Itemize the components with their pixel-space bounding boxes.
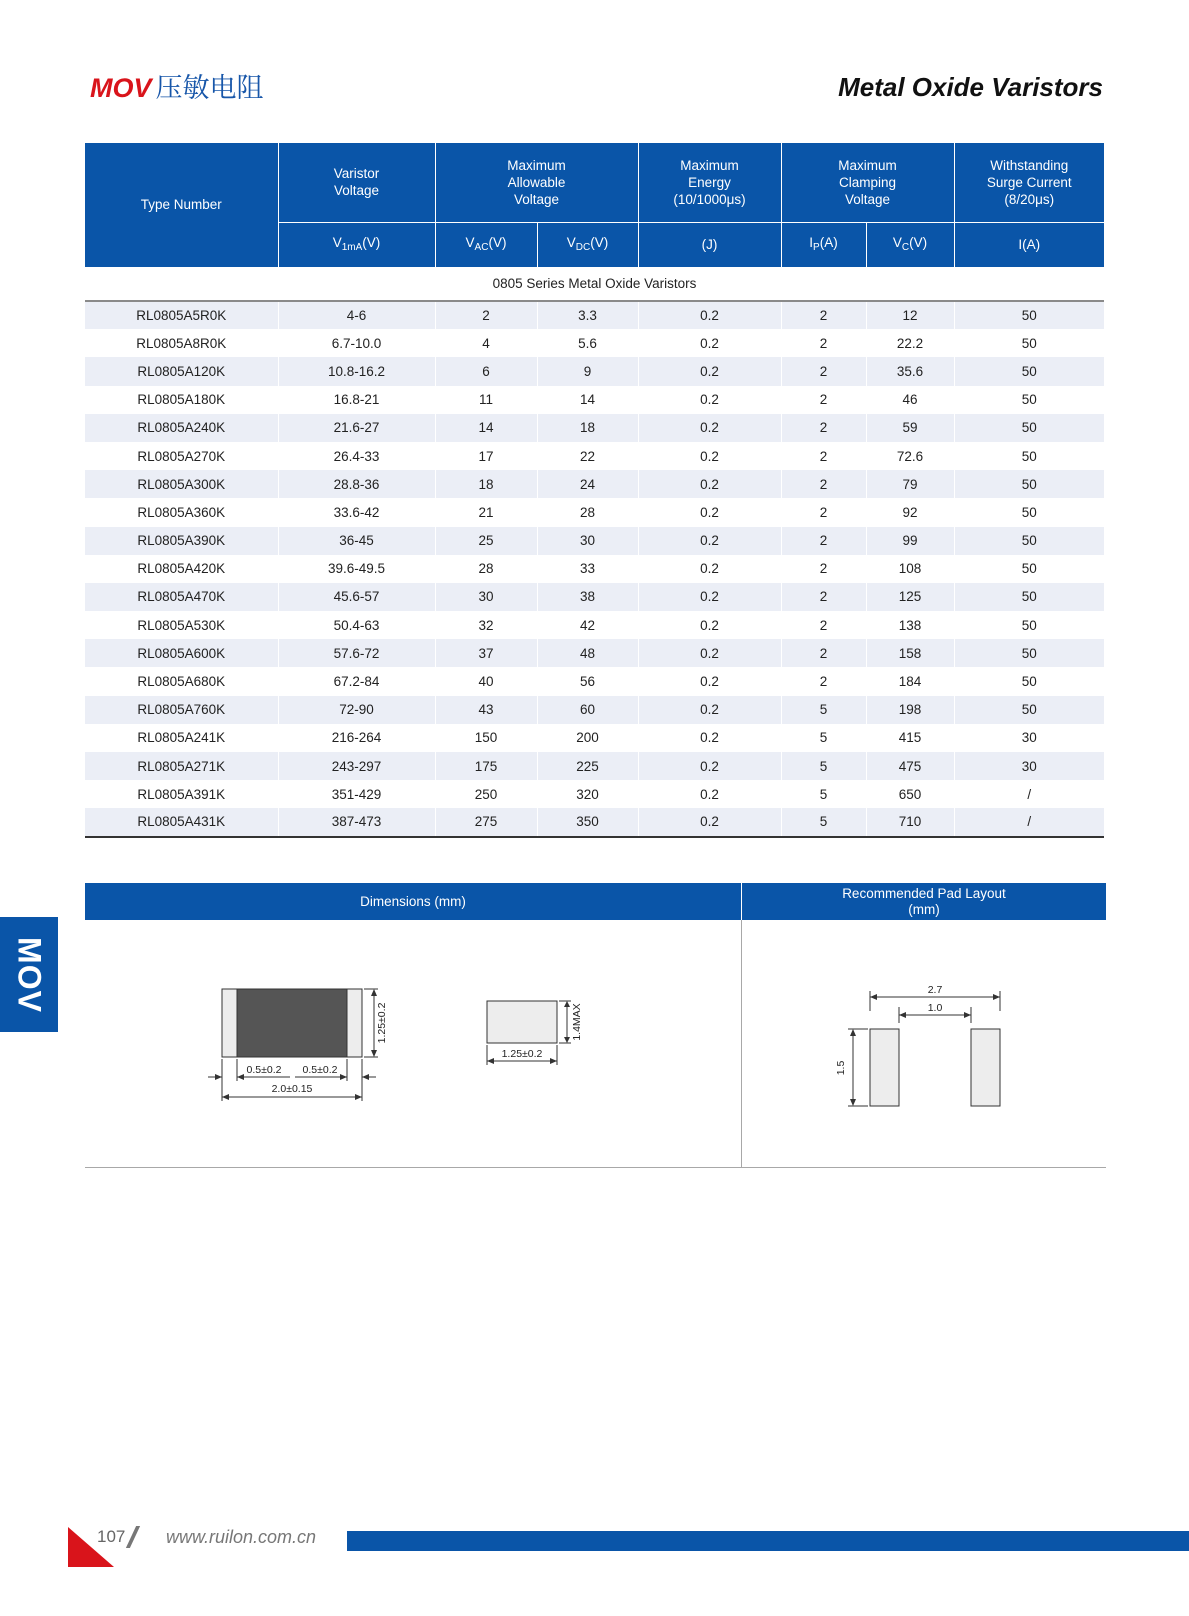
- table-cell: 50: [954, 639, 1104, 667]
- table-cell: 0.2: [638, 329, 781, 357]
- table-cell: 0.2: [638, 583, 781, 611]
- col-max-allowable-voltage-text: Maximum Allowable Voltage: [507, 157, 566, 207]
- table-cell: 60: [537, 696, 638, 724]
- table-cell: 18: [537, 414, 638, 442]
- table-cell: 25: [435, 527, 537, 555]
- table-cell: 2: [435, 301, 537, 329]
- table-row: [85, 808, 1104, 836]
- table-cell: 2: [781, 527, 866, 555]
- table-cell: 45.6-57: [278, 583, 435, 611]
- table-cell: RL0805A360K: [137, 504, 226, 520]
- col-withstanding-surge-text: Withstanding Surge Current (8/20μs): [986, 157, 1072, 207]
- col-withstanding-surge: [954, 143, 1104, 222]
- table-cell: /: [954, 780, 1104, 808]
- table-cell: 710: [866, 808, 954, 836]
- table-cell: 36-45: [278, 527, 435, 555]
- table-cell: 50: [954, 442, 1104, 470]
- table-cell: 250: [435, 780, 537, 808]
- table-cell: 50: [954, 329, 1104, 357]
- table-cell: 243-297: [278, 752, 435, 780]
- table-row: [85, 696, 1104, 724]
- table-row: [85, 611, 1104, 639]
- table-cell: 0.2: [638, 611, 781, 639]
- unit-v1ma: $V_{1mA}(V)$: [278, 222, 435, 267]
- table-cell: 2: [781, 357, 866, 385]
- table-cell: 2: [781, 470, 866, 498]
- pad-layout-title-line2: (mm): [908, 901, 940, 917]
- table-cell: 0.2: [638, 414, 781, 442]
- table-row: [85, 357, 1104, 385]
- table-cell: 2: [781, 583, 866, 611]
- table-cell: 50: [954, 414, 1104, 442]
- table-cell: RL0805A120K: [85, 357, 278, 385]
- table-cell: 11: [435, 386, 537, 414]
- table-cell: 50: [954, 498, 1104, 526]
- table-cell: 2: [781, 442, 866, 470]
- table-cell: 50: [954, 611, 1104, 639]
- table-cell: 43: [435, 696, 537, 724]
- table-cell: 0.2: [638, 724, 781, 752]
- table-cell: 184: [866, 667, 954, 695]
- table-cell: 42: [537, 611, 638, 639]
- table-cell: 50: [954, 301, 1104, 329]
- table-cell: 35.6: [866, 357, 954, 385]
- table-cell: RL0805A270K: [137, 448, 226, 464]
- table-cell: 415: [866, 724, 954, 752]
- table-cell: 6.7-10.0: [278, 329, 435, 357]
- table-cell: 5: [781, 808, 866, 836]
- table-cell: RL0805A760K: [85, 696, 278, 724]
- footer-bar: [347, 1531, 1189, 1551]
- table-cell: 21.6-27: [278, 414, 435, 442]
- dim-side-height-label: 1.4MAX: [571, 1003, 583, 1041]
- table-cell: 56: [537, 667, 638, 695]
- table-row: [85, 414, 1104, 442]
- table-cell: 0.2: [638, 301, 781, 329]
- table-cell: 17: [435, 442, 537, 470]
- footer-url[interactable]: www.ruilon.com.cn: [166, 1527, 317, 1547]
- table-cell: 26.4-33: [278, 442, 435, 470]
- col-type-number: Type Number: [85, 143, 278, 267]
- table-cell: RL0805A470K: [85, 583, 278, 611]
- table-cell: RL0805A300K: [85, 470, 278, 498]
- table-cell: 275: [435, 808, 537, 836]
- table-cell: 30: [435, 583, 537, 611]
- table-cell: 0.2: [638, 808, 781, 836]
- table-cell: 3.3: [537, 301, 638, 329]
- pad-layout-title-line1: Recommended Pad Layout: [842, 885, 1006, 901]
- side-tab: [0, 917, 58, 1032]
- table-cell: 0.2: [638, 527, 781, 555]
- table-cell: 5: [781, 780, 866, 808]
- table-cell: RL0805A600K: [85, 639, 278, 667]
- table-cell: 30: [537, 527, 638, 555]
- pad-gap-label: 1.0: [927, 1002, 943, 1014]
- table-cell: 22.2: [866, 329, 954, 357]
- table-cell: 50: [954, 470, 1104, 498]
- col-max-energy: [638, 143, 781, 222]
- table-cell: 475: [866, 752, 954, 780]
- pad-layout-drawing: [830, 983, 1010, 1113]
- table-cell: 2: [781, 301, 866, 329]
- table-row: [85, 780, 1104, 808]
- table-cell: 158: [866, 639, 954, 667]
- table-cell: 5: [781, 696, 866, 724]
- table-cell: 21: [435, 498, 537, 526]
- table-cell: RL0805A431K: [85, 808, 278, 836]
- dim-length-label: 2.0±0.15: [271, 1083, 313, 1095]
- col-varistor-voltage: [278, 143, 435, 222]
- table-cell: 10.8-16.2: [278, 357, 435, 385]
- table-cell: 72.6: [866, 442, 954, 470]
- pad-left: [870, 1029, 899, 1106]
- table-cell: 5: [781, 724, 866, 752]
- table-cell: 30: [954, 724, 1104, 752]
- col-max-energy-text: Maximum Energy (10/1000μs): [673, 157, 746, 207]
- table-cell: 28: [537, 498, 638, 526]
- table-cell: 40: [435, 667, 537, 695]
- table-row: [85, 301, 1104, 329]
- table-cell: 6: [435, 357, 537, 385]
- table-cell: 125: [866, 583, 954, 611]
- table-cell: RL0805A8R0K: [136, 335, 227, 351]
- table-cell: 387-473: [278, 808, 435, 836]
- chip-side: [487, 1001, 557, 1043]
- dimensions-title: Dimensions (mm): [85, 883, 741, 920]
- table-cell: 38: [537, 583, 638, 611]
- col-max-clamping-voltage-text: Maximum Clamping Voltage: [838, 157, 897, 207]
- pad-right: [971, 1029, 1000, 1106]
- col-varistor-voltage-text: Varistor Voltage: [333, 166, 380, 199]
- table-cell: 0.2: [638, 667, 781, 695]
- table-cell: 4: [435, 329, 537, 357]
- table-row: [85, 667, 1104, 695]
- table-cell: RL0805A391K: [137, 786, 226, 802]
- table-cell: 138: [866, 611, 954, 639]
- table-cell: 0.2: [638, 639, 781, 667]
- table-cell: 2: [781, 667, 866, 695]
- table-cell: 79: [866, 470, 954, 498]
- table-cell: 57.6-72: [278, 639, 435, 667]
- unit-surge: I(A): [954, 222, 1104, 267]
- spec-table: [85, 143, 1104, 838]
- pad-layout-title: [742, 883, 1106, 920]
- table-row: [85, 555, 1104, 583]
- side-tab-label: MOV: [11, 936, 48, 1013]
- table-cell: RL0805A241K: [137, 730, 226, 746]
- table-cell: 33.6-42: [278, 498, 435, 526]
- table-cell: 2: [781, 414, 866, 442]
- table-cell: 150: [435, 724, 537, 752]
- table-cell: 0.2: [638, 357, 781, 385]
- table-cell: 2: [781, 639, 866, 667]
- side-view-drawing: [485, 993, 605, 1083]
- table-cell: 5.6: [537, 329, 638, 357]
- table-cell: 2: [781, 386, 866, 414]
- table-cell: RL0805A390K: [85, 527, 278, 555]
- table-cell: 99: [866, 527, 954, 555]
- table-cell: 22: [537, 442, 638, 470]
- table-cell: 650: [866, 780, 954, 808]
- table-cell: 2: [781, 611, 866, 639]
- table-cell: RL0805A271K: [85, 752, 278, 780]
- table-row: [85, 583, 1104, 611]
- table-cell: 5: [781, 752, 866, 780]
- table-cell: 216-264: [278, 724, 435, 752]
- table-row: [85, 724, 1104, 752]
- unit-vac: $V_{AC}(V)$: [435, 222, 537, 267]
- table-cell: 0.2: [638, 470, 781, 498]
- table-cell: 351-429: [278, 780, 435, 808]
- section-divider: [741, 920, 742, 1168]
- pad-height-label: 1.5: [835, 1060, 847, 1076]
- table-cell: 50: [954, 527, 1104, 555]
- table-cell: 0.2: [638, 498, 781, 526]
- table-cell: 2: [781, 498, 866, 526]
- table-cell: 0.2: [638, 442, 781, 470]
- table-cell: 18: [435, 470, 537, 498]
- table-cell: RL0805A420K: [137, 561, 226, 577]
- table-cell: 2: [781, 555, 866, 583]
- table-cell: 12: [866, 301, 954, 329]
- unit-vdc: $V_{DC}(V)$: [537, 222, 638, 267]
- dim-side-width-label: 1.25±0.2: [501, 1048, 543, 1060]
- table-row: [85, 639, 1104, 667]
- table-cell: 24: [537, 470, 638, 498]
- dimensions-section: [85, 883, 1106, 1168]
- table-row: [85, 527, 1104, 555]
- header-brand: [90, 66, 264, 105]
- table-cell: 0.2: [638, 780, 781, 808]
- table-row: [85, 329, 1104, 357]
- dim-term-right-label: 0.5±0.2: [302, 1064, 338, 1076]
- table-row: [85, 386, 1104, 414]
- table-cell: 9: [537, 357, 638, 385]
- table-cell: 50: [954, 583, 1104, 611]
- table-cell: RL0805A240K: [85, 414, 278, 442]
- brand-mov: MOV: [90, 73, 152, 103]
- table-cell: 50: [954, 696, 1104, 724]
- table-cell: /: [954, 808, 1104, 836]
- unit-ip: $I_P(A)$: [781, 222, 866, 267]
- table-cell: 30: [954, 752, 1104, 780]
- table-cell: 59: [866, 414, 954, 442]
- table-cell: 50: [954, 386, 1104, 414]
- table-cell: 200: [537, 724, 638, 752]
- table-cell: 0.2: [638, 696, 781, 724]
- top-view-drawing: [200, 981, 400, 1116]
- table-cell: RL0805A180K: [137, 392, 226, 408]
- table-cell: 0.2: [638, 386, 781, 414]
- pad-total-label: 2.7: [927, 984, 943, 996]
- table-cell: 67.2-84: [278, 667, 435, 695]
- table-cell: 92: [866, 498, 954, 526]
- table-cell: 350: [537, 808, 638, 836]
- table-cell: 0.2: [638, 752, 781, 780]
- table-row: [85, 752, 1104, 780]
- table-cell: 50: [954, 357, 1104, 385]
- table-cell: RL0805A5R0K: [85, 301, 278, 329]
- footer-slash: [126, 1526, 140, 1548]
- col-max-clamping-voltage: [781, 143, 954, 222]
- table-cell: 175: [435, 752, 537, 780]
- table-cell: 28.8-36: [278, 470, 435, 498]
- chip-element: [237, 989, 347, 1057]
- table-cell: 14: [537, 386, 638, 414]
- table-cell: RL0805A680K: [137, 674, 226, 690]
- table-cell: 28: [435, 555, 537, 583]
- table-cell: 39.6-49.5: [278, 555, 435, 583]
- dim-height-label: 1.25±0.2: [376, 1002, 388, 1044]
- table-cell: 46: [866, 386, 954, 414]
- table-cell: 108: [866, 555, 954, 583]
- unit-energy: (J): [638, 222, 781, 267]
- table-cell: 14: [435, 414, 537, 442]
- table-cell: 50.4-63: [278, 611, 435, 639]
- table-row: [85, 442, 1104, 470]
- series-label: 0805 Series Metal Oxide Varistors: [85, 267, 1104, 301]
- page-number: 107: [97, 1527, 126, 1546]
- table-row: [85, 498, 1104, 526]
- table-cell: 225: [537, 752, 638, 780]
- col-max-allowable-voltage: [435, 143, 638, 222]
- brand-cn: 压敏电阻: [155, 73, 264, 104]
- table-cell: 16.8-21: [278, 386, 435, 414]
- table-cell: RL0805A530K: [137, 617, 226, 633]
- table-cell: 37: [435, 639, 537, 667]
- dim-term-left-label: 0.5±0.2: [246, 1064, 282, 1076]
- table-cell: 50: [954, 555, 1104, 583]
- table-cell: 198: [866, 696, 954, 724]
- table-cell: 32: [435, 611, 537, 639]
- table-cell: 72-90: [278, 696, 435, 724]
- page-title: Metal Oxide Varistors: [838, 72, 1103, 102]
- table-cell: 4-6: [278, 301, 435, 329]
- table-cell: 2: [781, 329, 866, 357]
- table-cell: 48: [537, 639, 638, 667]
- table-cell: 320: [537, 780, 638, 808]
- table-cell: 33: [537, 555, 638, 583]
- table-cell: 50: [954, 667, 1104, 695]
- table-row: [85, 470, 1104, 498]
- table-cell: 0.2: [638, 555, 781, 583]
- unit-vc: $V_C(V)$: [866, 222, 954, 267]
